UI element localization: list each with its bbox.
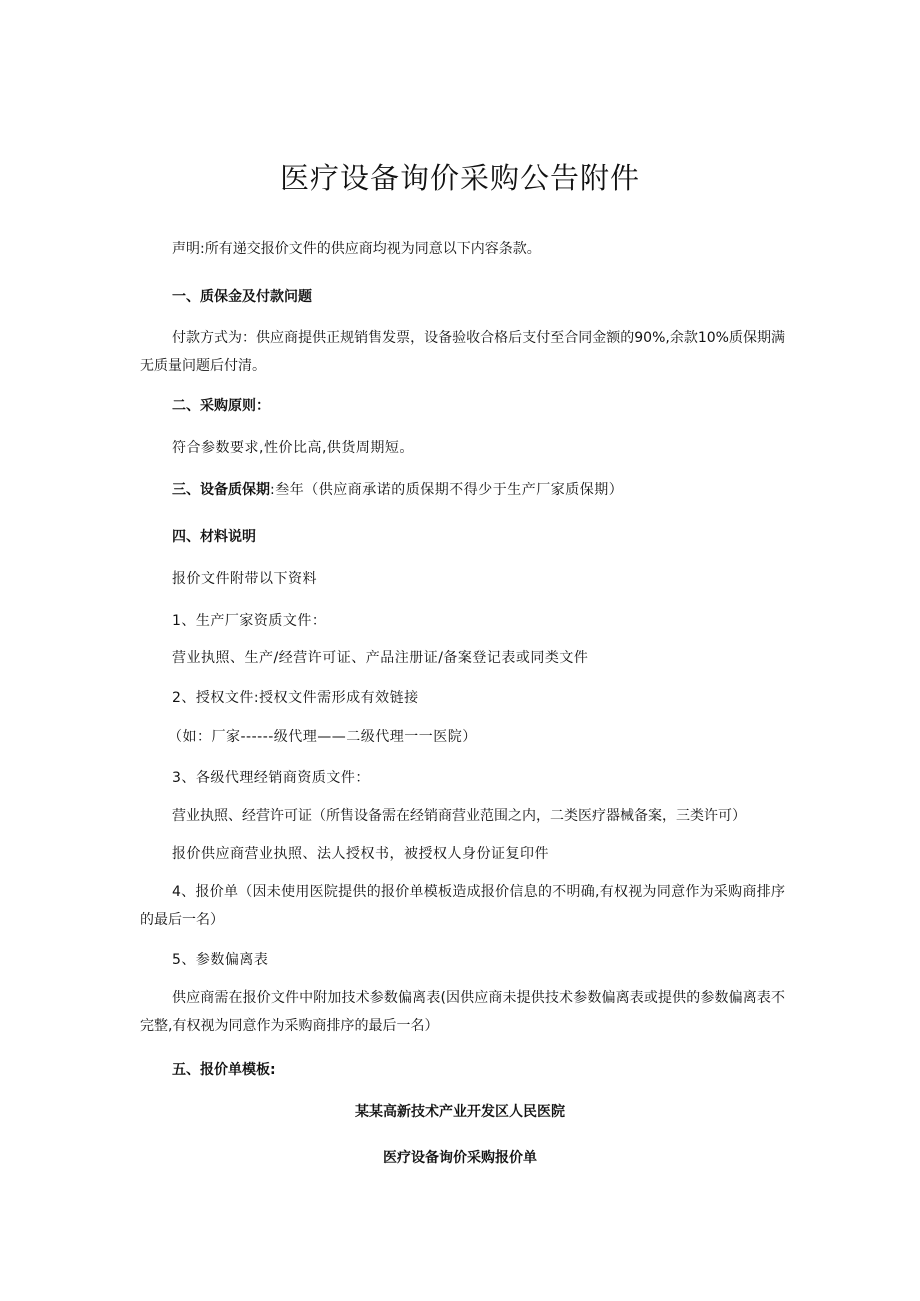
section2-heading: 二、采购原则：: [172, 398, 270, 414]
section1-body: 付款方式为：供应商提供正规销售发票，设备验收合格后支付至合同金额的90%,余款10%质保期满无质量问题后付清。: [140, 330, 785, 374]
document-title: 医疗设备询价采购公告附件: [279, 161, 640, 195]
item2-body: （如：厂家------级代理——二级代理一一医院）: [168, 729, 477, 745]
hospital-name: 某某高新技术产业开发区人民医院: [355, 1104, 565, 1120]
section4-heading: 四、材料说明: [172, 529, 256, 545]
item3-body2: 报价供应商营业执照、法人授权书，被授权人身份证复印件: [172, 846, 549, 862]
item4: 4、报价单（因未使用医院提供的报价单模板造成报价信息的不明确,有权视为同意作为采购商排序的最后一名）: [140, 884, 785, 928]
quote-form-title: 医疗设备询价采购报价单: [383, 1150, 537, 1166]
section5-heading: 五、报价单模板:: [172, 1062, 276, 1078]
section3-body: :叁年（供应商承诺的质保期不得少于生产厂家质保期）: [270, 482, 624, 498]
statement: 声明:所有递交报价文件的供应商均视为同意以下内容条款。: [172, 241, 541, 257]
section4-intro: 报价文件附带以下资料: [172, 571, 317, 587]
section1-heading: 一、质保金及付款问题: [172, 289, 312, 305]
item2-title: 2、授权文件:授权文件需形成有效链接: [172, 690, 419, 706]
item5-body: 供应商需在报价文件中附加技术参数偏离表(因供应商未提供技术参数偏离表或提供的参数偏离表不完整,有权视为同意作为采购商排序的最后一名）: [140, 990, 785, 1034]
section2-body: 符合参数要求,性价比高,供货周期短。: [172, 440, 414, 456]
item3-body1: 营业执照、经营许可证（所售设备需在经销商营业范围之内，二类医疗器械备案，三类许可）: [172, 808, 746, 824]
item1-title: 1、生产厂家资质文件：: [172, 613, 327, 629]
item1-body: 营业执照、生产/经营许可证、产品注册证/备案登记表或同类文件: [172, 650, 589, 666]
section3-heading: 三、设备质保期: [172, 482, 270, 498]
item5-title: 5、参数偏离表: [172, 952, 269, 968]
section3-line: [172, 480, 623, 500]
item3-title: 3、各级代理经销商资质文件：: [172, 770, 370, 786]
